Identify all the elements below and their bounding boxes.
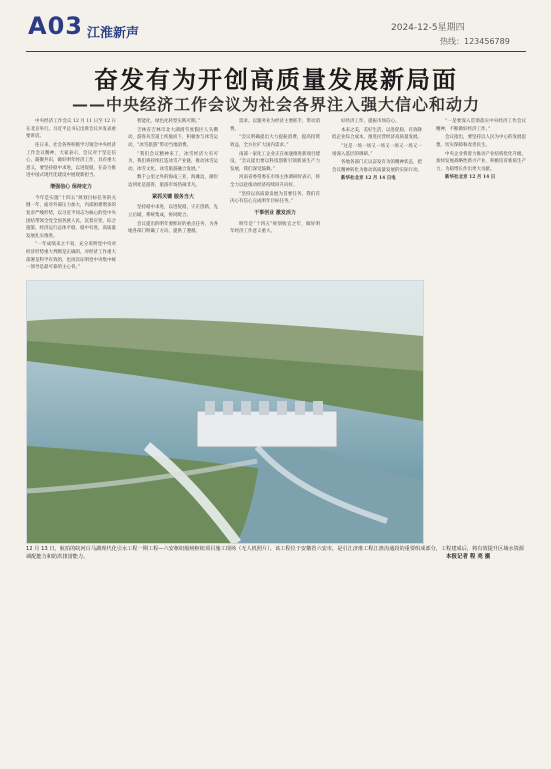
paragraph: 本来之美，美好生活，以进促稳，有效降低企业综合成本，推进民营经济高质量发展。 <box>332 127 422 141</box>
paragraph: 南部一家化工企业正在加速推进新项目建设，“会议提出要以科技创新引领新质生产力发展，我们深受鼓舞。” <box>230 151 320 172</box>
paragraph: “我们会议精神来了，冰雪经济大有可为，我们将持续打造冰雪产业链，推动冰雪运动、冰雪文化、冰雪旅游融合发展。” <box>128 151 218 172</box>
caption-text: 12 月 13 日，航拍的皖河白马湖现代化引水工程一期工程—六安枢纽船闸枢纽项目施工现场（无人机照片）。该工程位于安徽省六安市，是引江济淮工程江淮沟通段的重要组成部分，工程建成后，将有效提升区域水资源调配能力和防洪排涝能力。 <box>26 546 524 561</box>
paragraph: 各地各部门正以奋发有为的精神状态，把会议精神转化为推动高质量发展的实际行动。 <box>332 160 422 173</box>
paragraph: “这是一场一场又一场又一场又一场又一场深入基层的调研。” <box>332 143 422 157</box>
column-5 <box>436 118 526 528</box>
paragraph: “一年成绩来之不易，充分说明党中央对经济形势重大判断是正确的，对经济工作重大部署是科学有效的，也再次证明党中央集中统一领导是最可靠的主心骨。” <box>26 242 116 271</box>
paragraph: 河南省委常委在市场主体调研时表示，将全力以赴推动经济持续回升向好。 <box>230 175 320 189</box>
page-header <box>0 0 551 46</box>
paragraph: “会议明确提出大力提振消费，提高投资效益，全方位扩大国内需求。” <box>230 135 320 148</box>
paragraph: 会议指出，要坚持以人民为中心的发展思想，切实保障和改善民生。 <box>436 135 526 148</box>
subheadline: ——中央经济工作会议为社会各界注入强大信心和动力 <box>71 95 480 114</box>
paragraph: 中央经济工作会议 12 月 11 日至 12 日在北京举行。习近平总书记出席会议并发表重要讲话。 <box>26 119 116 140</box>
hotline: 热线：123456789 <box>440 37 510 46</box>
page-number: A03 <box>28 12 83 40</box>
paragraph: 中央企业将着力推动产业结构优化升级，加快发展战略性新兴产业，积极培育新质生产力，为稳增长作出更大贡献。 <box>436 151 526 172</box>
paragraph: 智能化，绿色化转型实践可期。” <box>137 119 201 124</box>
section-heading: 增强信心 保持定力 <box>50 184 92 191</box>
headline: 奋发有为开创高质量发展新局面 <box>94 66 458 94</box>
aerial-dam-illustration <box>27 281 423 543</box>
dateline: 新华社北京 12 月 14 日电 <box>341 176 396 182</box>
paragraph: 今年是实施“十四五”规划目标任务的关键一年，面对外部压力加大，内部困难增多的复杂严峻形势，以习近平同志为核心的党中央团结带领全党全国各族人民，沉着应变，综合施策，经济运行总体平稳，稳中有进，高质量发展扎实推进。 <box>26 195 116 239</box>
paragraph: 坚持稳中求进，以进促稳，守正创新，先立后破，系统集成，协同配合。 <box>128 205 218 218</box>
paragraph: 连日来，社会各界积极学习领会中央经济工作会议精神，大家表示，会议对于坚定信心，凝聚共识，做好明年经济工作，具有重大意义，要坚持稳中求进，以进促稳，在奋力推进中国式现代化建设中展现新担当。 <box>26 142 116 179</box>
paragraph: 数千公里之外的海南三亚，海滩边，湖岸边到处是游客，旅游市场热闹非凡。 <box>128 175 218 189</box>
paragraph: “一是要深入贯彻落实中央经济工作会议精神，不断做好经济工作。” <box>436 119 526 132</box>
issue-date: 2024-12-5星期四 <box>391 23 465 33</box>
section-name: 江淮新声 <box>87 26 140 41</box>
paragraph: “坚持以高质量发展为首要任务，我们有决心有信心完成明年目标任务。” <box>230 191 320 205</box>
news-photo <box>26 280 424 544</box>
paragraph: 明年是“十四五”规划收官之年，做好明年经济工作意义重大。 <box>230 221 320 235</box>
paragraph: 会议提出的明年要抓好的重点任务，为各地各部门明确了方向，提供了遵循。 <box>128 221 218 235</box>
paragraph: 吉林省吉林市北大湖滑雪度假区人头攒动，游客从雪道上疾驰而下，积极参与冰雪运动，“冰雪旅游”带动当地消费。 <box>128 127 218 148</box>
dateline: 新华社北京 12 月 14 日 <box>445 175 496 181</box>
section-heading: 干事创业 激发活力 <box>254 210 296 217</box>
paragraph: 好经济工作，提振市场信心。 <box>341 119 400 124</box>
section-heading: 紧抓关键 服务当大 <box>152 193 194 200</box>
header-rule <box>26 51 526 52</box>
paragraph: 需求。以服务业为经济主要抓手，带动消费。 <box>230 119 320 132</box>
photo-credit: 本报记者 程 亮 摄 <box>446 554 491 560</box>
